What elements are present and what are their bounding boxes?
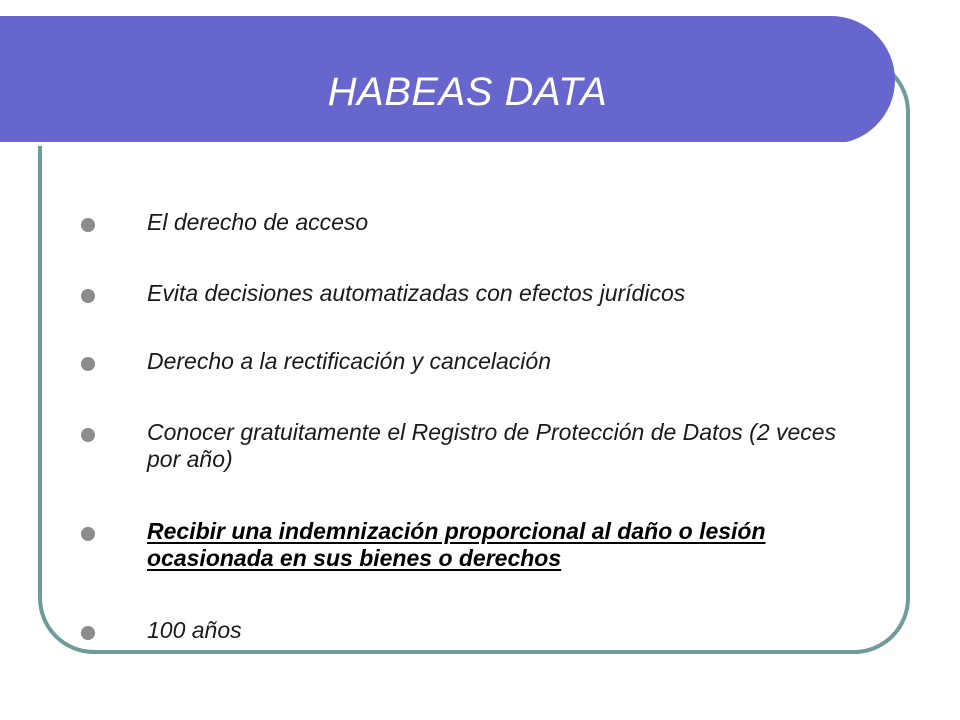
- bullet-item-access: El derecho de acceso: [147, 209, 369, 235]
- bullet-item-automated-decisions: Evita decisiones automatizadas con efectos jurídicos: [147, 280, 686, 306]
- bullet-item-registry: Conocer gratuitamente el Registro de Protección de Datos (2 veces por año): [147, 419, 837, 472]
- bullet-item-indemnification: Recibir una indemnización proporcional al daño o lesión ocasionada en sus bienes o derechos: [147, 518, 766, 571]
- bullet-item-rectification: Derecho a la rectificación y cancelación: [147, 348, 551, 374]
- bullet-dot-icon: [81, 626, 95, 640]
- bullet-dot-icon: [81, 357, 95, 371]
- slide-title: HABEAS DATA: [327, 70, 608, 114]
- bullet-dot-icon: [81, 289, 95, 303]
- bullet-dot-icon: [81, 428, 95, 442]
- bullet-dot-icon: [81, 527, 95, 541]
- bullet-dot-icon: [81, 218, 95, 232]
- bullet-item-100-years: 100 años: [147, 617, 242, 643]
